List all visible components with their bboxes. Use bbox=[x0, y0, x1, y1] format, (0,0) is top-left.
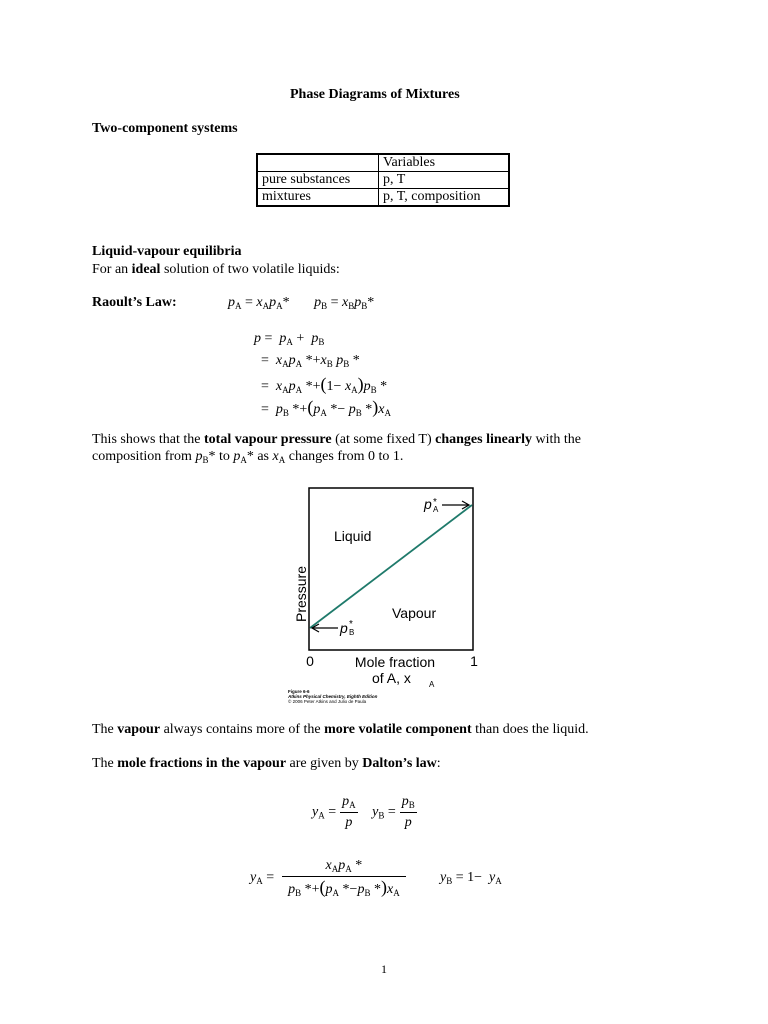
figure-caption-2: Atkins Physical Chemistry, Eighth Edition bbox=[288, 694, 378, 699]
x-axis-label-sub: A bbox=[429, 680, 435, 689]
pb-star-sub: B bbox=[349, 628, 355, 637]
text-run: always contains more of the bbox=[160, 722, 325, 737]
y-axis-label: Pressure bbox=[293, 565, 309, 623]
plot-frame bbox=[309, 488, 473, 650]
text-run: are given by bbox=[286, 756, 363, 771]
equation-yb-complement: $y_B = 1- y_A$ bbox=[440, 870, 502, 886]
page-number: 1 bbox=[381, 962, 387, 976]
x-tick-1: 1 bbox=[470, 653, 478, 669]
table-cell: pure substances bbox=[257, 172, 379, 189]
table-cell bbox=[257, 154, 379, 172]
text-run: This shows that the bbox=[92, 432, 204, 447]
text-run: : bbox=[436, 756, 441, 771]
variables-table bbox=[256, 153, 510, 207]
section-heading-liquid-vapour: Liquid-vapour equilibria bbox=[92, 244, 242, 259]
raoult-law-label: Raoult’s Law: bbox=[92, 295, 177, 310]
text-run: changes linearly bbox=[435, 432, 532, 447]
figure-caption-1: Figure 6-6 bbox=[288, 689, 310, 694]
text-run: Dalton’s law bbox=[362, 756, 437, 771]
text-run: (at some fixed T) bbox=[331, 432, 436, 447]
text-run: ideal bbox=[131, 262, 161, 277]
paragraph-linear-change-line2: composition from $p_B*$ to $p_A*$ as $x_A$ changes from 0 to 1. bbox=[92, 449, 404, 465]
table-row bbox=[257, 172, 509, 189]
text-run: total vapour pressure bbox=[204, 432, 332, 447]
table-cell: p, T bbox=[379, 172, 510, 189]
text-run: with the bbox=[531, 432, 581, 447]
figure-caption-3: © 2006 Peter Atkins and Julio de Paula bbox=[288, 699, 367, 704]
equation-line-3: = $x_Ap_A$ $*+(1- x_A)p_B$ * bbox=[254, 374, 388, 395]
text-run: mole fractions in the vapour bbox=[117, 756, 287, 771]
table-cell: p, T, composition bbox=[379, 189, 510, 207]
pa-star-symbol: * bbox=[433, 497, 437, 508]
pb-star-label: p bbox=[340, 620, 348, 636]
paragraph-vapour-volatile bbox=[92, 722, 589, 738]
text-run: vapour bbox=[117, 722, 161, 737]
pb-star-symbol: * bbox=[349, 619, 353, 630]
ideal-solution-intro bbox=[92, 262, 340, 278]
pressure-composition-diagram bbox=[280, 480, 560, 710]
raoult-law-equations: $p_A = x_Ap_A*$ $p_B = x_Bp_B*$ bbox=[228, 295, 375, 311]
paragraph-daltons-law bbox=[92, 756, 441, 772]
text-run: For an bbox=[92, 262, 132, 277]
equation-line-4: = $p_B$ $*+(p_A *- p_B$ $*)x_A$ bbox=[254, 397, 391, 418]
liquid-region-label: Liquid bbox=[334, 528, 372, 544]
table-header-row bbox=[257, 154, 509, 172]
x-axis-label-line1: Mole fraction bbox=[354, 654, 436, 670]
text-run: The bbox=[92, 722, 118, 737]
table-cell: Variables bbox=[379, 154, 510, 172]
x-tick-0: 0 bbox=[306, 653, 314, 669]
section-heading-two-component: Two-component systems bbox=[92, 121, 238, 136]
page-title: Phase Diagrams of Mixtures bbox=[290, 87, 460, 102]
paragraph-linear-change bbox=[92, 432, 581, 448]
text-run: solution of two volatile liquids: bbox=[160, 262, 340, 277]
equation-ya-full: $y_A$ = $\frac{x_Ap_A *}{p_B *+(p_A *-p_B *)x_A}$ bbox=[250, 856, 410, 900]
table-row bbox=[257, 189, 509, 207]
text-run: The bbox=[92, 756, 118, 771]
pa-star-label: p bbox=[424, 496, 432, 512]
equation-total-pressure: $p = p_A + p_B$ bbox=[254, 331, 325, 347]
text-run: than does the liquid. bbox=[471, 722, 589, 737]
table-cell: mixtures bbox=[257, 189, 379, 207]
equation-dalton-fractions: $y_A$ = $\frac{p_A}{p}$ $y_B$ = $\frac{p_B}{p}$ bbox=[312, 794, 415, 830]
equation-line-2: = $x_Ap_A$ $*+x_B$ $p_B$ * bbox=[254, 353, 360, 369]
text-run: more volatile component bbox=[324, 722, 472, 737]
total-pressure-line bbox=[310, 505, 472, 628]
vapour-region-label: Vapour bbox=[392, 605, 437, 621]
pa-star-sub: A bbox=[433, 505, 439, 514]
x-axis-label-line2: of A, x bbox=[372, 670, 411, 686]
